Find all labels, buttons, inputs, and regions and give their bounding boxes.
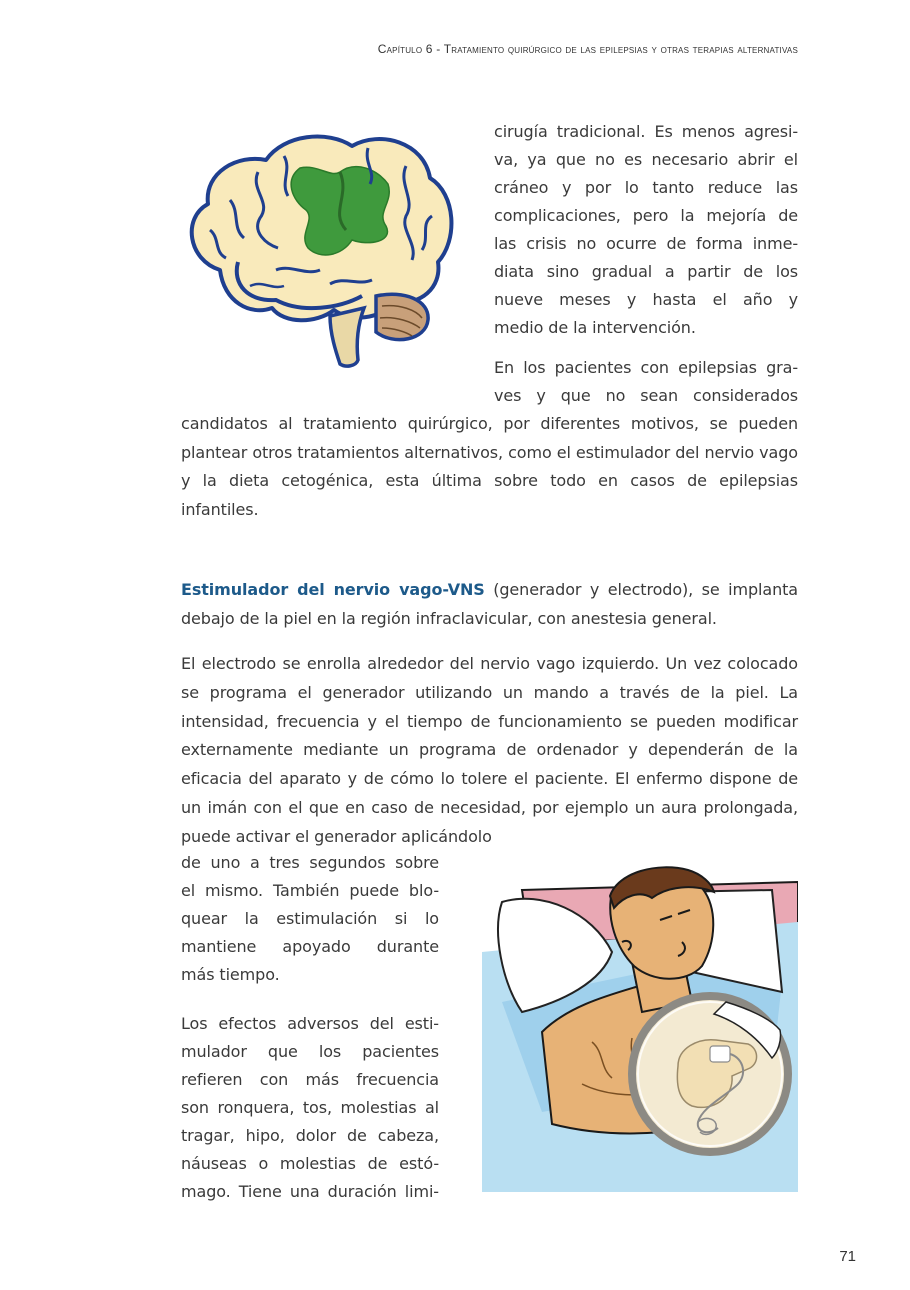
text-line: diata sino gradual a partir de los <box>494 262 798 281</box>
text-line: el mismo. También puede blo- <box>181 881 439 900</box>
text-line: cirugía tradicional. Es menos agresi- <box>494 122 798 141</box>
text-line: son ronquera, tos, molestias al <box>181 1098 439 1117</box>
paragraph-alternatives: candidatos al tratamiento quirúrgico, por diferentes motivos, se pueden plantear otros tratamientos alternativos, como el estimulador del nervio vago y la dieta cetogénica, esta última sobre todo en casos de epilepsias infantiles. <box>181 414 798 519</box>
section-heading-vns: Estimulador del nervio vago-VNS <box>181 580 485 599</box>
text-line: tragar, hipo, dolor de cabeza, <box>181 1126 439 1145</box>
text-line: cráneo y por lo tanto reduce las <box>494 178 798 197</box>
paragraph-electrode: El electrodo se enrolla alrededor del nervio vago izquierdo. Un vez colocado se programa el generador utilizando un mando a través de la piel. La intensidad, frecuencia y el tiempo de funcionamiento se pueden modificar externamente mediante un programa de ordenador y dependerán de la eficacia del aparato y de cómo lo tolere el paciente. El enfermo dispone de un imán con el que en caso de necesidad, por ejemplo un aura prolongada, puede activar el generador aplicándolo <box>181 654 798 846</box>
brain-illustration <box>180 120 470 395</box>
text-line: refieren con más frecuencia <box>181 1070 439 1089</box>
text-line: nueve meses y hasta el año y <box>494 290 798 309</box>
text-line: mantiene apoyado durante <box>181 937 439 956</box>
text-line: náuseas o molestias de estó- <box>181 1154 439 1173</box>
text-line: Los efectos adversos del esti- <box>181 1014 439 1033</box>
text-line: En los pacientes con epilepsias gra- <box>494 358 798 377</box>
text-line: más tiempo. <box>181 965 280 984</box>
text-line: de uno a tres segundos sobre <box>181 853 439 872</box>
patient-vns-illustration <box>482 862 798 1192</box>
text-line: mulador que los pacientes <box>181 1042 439 1061</box>
text-line: ves y que no sean considerados <box>494 386 798 405</box>
text-line: quear la estimulación si lo <box>181 909 439 928</box>
text-line: mago. Tiene una duración limi- <box>181 1182 439 1201</box>
text-line: va, ya que no es necesario abrir el <box>494 150 798 169</box>
text-line: complicaciones, pero la mejoría de <box>494 206 798 225</box>
text-line: las crisis no ocurre de forma inme- <box>494 234 798 253</box>
paragraph-vns-intro: Estimulador del nervio vago-VNS (generador y electrodo), se implanta debajo de la piel en la región infraclavicular, con anestesia general. <box>181 580 798 628</box>
running-header: Capítulo 6 - Tratamiento quirúrgico de las epilepsias y otras terapias alternativas <box>377 42 798 56</box>
text-line: medio de la intervención. <box>494 318 696 337</box>
page-number: 71 <box>839 1248 856 1265</box>
